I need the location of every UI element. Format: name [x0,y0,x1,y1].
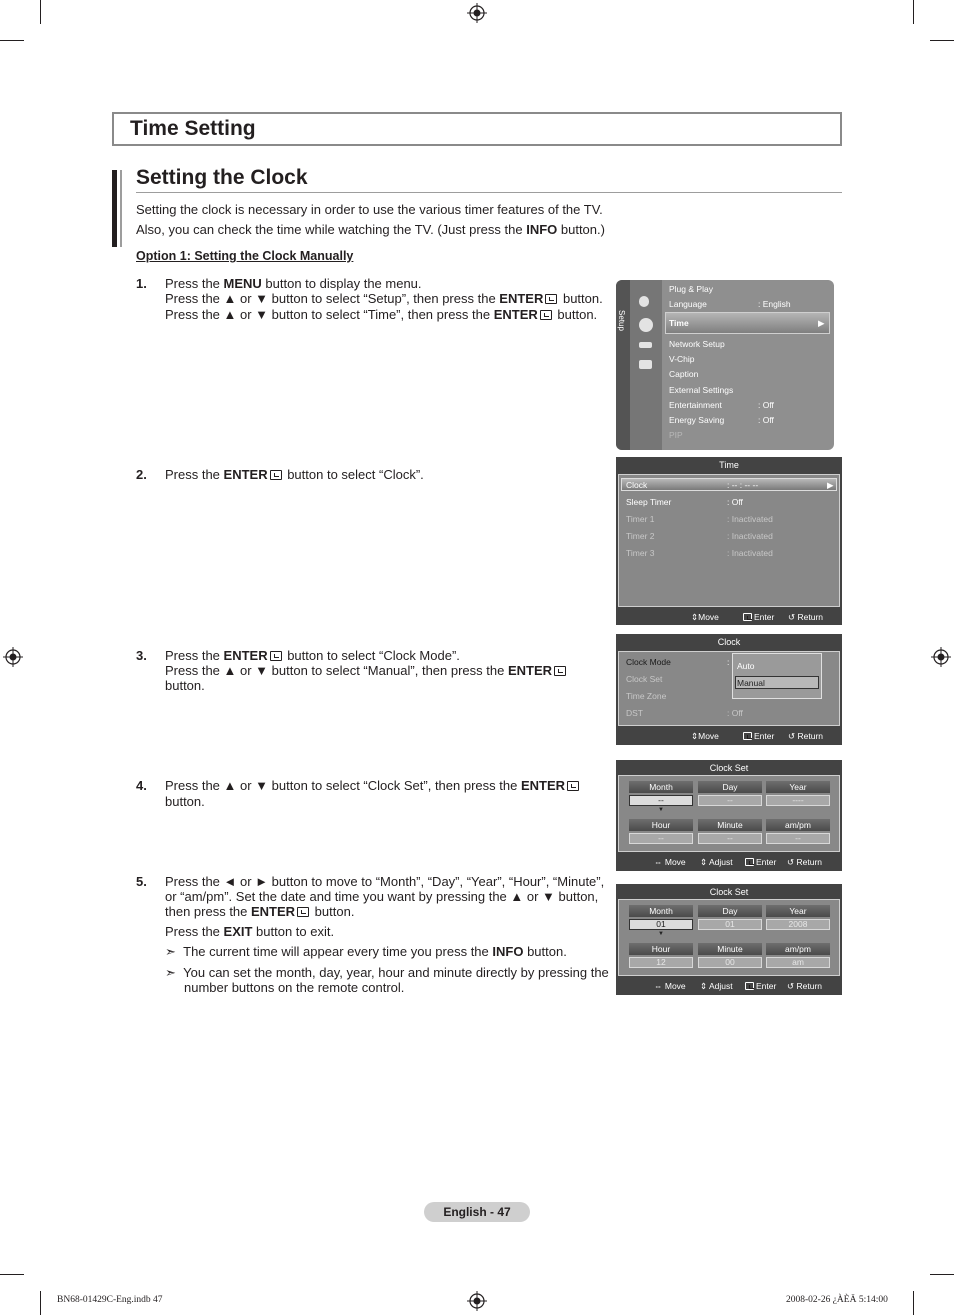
clock-menu-panel [616,634,842,745]
clock-row-clock-mode[interactable]: Clock Mode [626,657,671,667]
clock-set-month-field[interactable]: 01 [629,919,693,930]
subsection-bars [112,170,126,247]
clock-mode-option-auto[interactable]: Auto [737,661,755,671]
step-5-line-4: Press the EXIT button to exit. [165,924,335,939]
menu-item-pip: PIP [669,430,683,440]
chevron-down-icon: ▼ [658,931,664,937]
hint-adjust: ⇕ Adjust [700,981,733,991]
clock-set-head-year: Year [766,781,830,793]
clock-set-head-ampm: am/pm [766,819,830,831]
step-number: 2. [136,467,147,482]
enter-icon [270,651,282,661]
clock-set-hour-field[interactable]: 12 [629,957,693,968]
hint-return: ↺ Return [788,612,823,622]
move-updown-icon: ⇕ [691,731,699,741]
step-2-line-1: Press the ENTER button to select “Clock”. [165,467,424,482]
clock-row-time-zone[interactable]: Time Zone [626,691,667,701]
menu-item-network-setup[interactable]: Network Setup [669,339,725,349]
enter-icon [545,294,557,304]
registration-mark-icon [931,647,951,667]
adjust-updown-icon: ⇕ [700,981,710,991]
menu-value-language: : English [758,299,791,309]
time-menu-panel [616,457,842,625]
hint-enter: Enter [741,612,774,622]
intro-line-1: Setting the clock is necessary in order to use the various timer features of the TV. [136,202,603,217]
hint-move: ⇔ Move [654,857,686,867]
print-slug-date: 2008-02-26 ¿ÀÈÄ 5:14:00 [786,1295,888,1305]
menu-item-external-settings[interactable]: External Settings [669,385,734,395]
clock-set-panel-empty [616,760,842,871]
step-5-line-1: Press the ◄ or ► button to move to “Month”, “Day”, “Year”, “Hour”, “Minute”, [165,874,605,889]
clock-set-day-field[interactable]: -- [698,795,762,806]
return-icon: ↺ [787,981,797,991]
clock-row-dst[interactable]: DST [626,708,643,718]
hint-move: ⇕Move [691,731,719,741]
menu-item-plug-play[interactable]: Plug & Play [669,284,713,294]
clock-set-ampm-field[interactable]: am [766,957,830,968]
time-row-clock[interactable]: Clock [626,480,648,490]
clock-set-head-ampm: am/pm [766,943,830,955]
hint-return: ↺ Return [787,981,822,991]
step-1-line-1: Press the MENU button to display the menu. [165,276,422,291]
setup-category-icons [630,280,662,450]
step-5-line-3: then press the ENTER button. [165,904,355,919]
clock-set-ampm-field[interactable]: -- [766,833,830,844]
time-row-timer-3: Timer 3 [626,548,655,558]
clock-set-hour-field[interactable]: -- [629,833,693,844]
enter-icon [270,470,282,480]
clock-set-head-hour: Hour [629,819,693,831]
step-3-line-2: Press the ▲ or ▼ button to select “Manual”, then press the ENTER [165,663,568,678]
time-row-timer-2: Timer 2 [626,531,655,541]
crop-mark [913,1291,914,1315]
move-leftright-icon: ⇔ [654,981,665,991]
menu-item-v-chip[interactable]: V-Chip [669,354,695,364]
print-slug-file: BN68-01429C-Eng.indb 47 [57,1295,163,1305]
hint-enter: Enter [743,857,776,867]
clock-menu-title: Clock [717,637,741,647]
menu-item-entertainment[interactable]: Entertainment [669,400,722,410]
move-updown-icon: ⇕ [691,612,699,622]
crop-mark [40,1291,41,1315]
crop-mark [40,0,41,24]
crop-mark [930,1274,954,1275]
note-arrow-icon: ➣ [165,944,176,959]
clock-set-month-field[interactable]: -- [629,795,693,806]
clock-set-title: Clock Set [709,887,749,897]
step-number: 4. [136,778,147,793]
clock-set-year-field[interactable]: ---- [766,795,830,806]
clock-row-clock-set[interactable]: Clock Set [626,674,663,684]
clock-value-clock-mode: : [727,657,730,667]
enter-icon [540,310,552,320]
step-3-line-1: Press the ENTER button to select “Clock Mode”. [165,648,460,663]
clock-set-panel-filled [616,884,842,995]
registration-mark-icon [467,1291,487,1311]
enter-icon [554,666,566,676]
crop-mark [0,1274,24,1275]
hint-move: ⇕Move [691,612,719,622]
step-1-line-3: Press the ▲ or ▼ button to select “Time”, then press the ENTER button. [165,307,598,322]
time-value-clock: : -- : -- -- [727,480,759,490]
step-5-line-2: or “am/pm”. Set the date and time you want by pressing the ▲ or ▼ button, [165,889,599,904]
setup-gear-icon [639,318,653,332]
step-5-note-1: ➣ The current time will appear every time you press the INFO button. [165,944,567,959]
clock-set-year-field[interactable]: 2008 [766,919,830,930]
clock-set-day-field[interactable]: 01 [698,919,762,930]
time-value-timer-1: : Inactivated [727,514,773,524]
hint-move: ⇔ Move [654,981,686,991]
note-arrow-icon: ➣ [165,965,176,980]
registration-mark-icon [3,647,23,667]
hint-enter: Enter [741,731,774,741]
hint-return: ↺ Return [787,857,822,867]
step-5-note-2: ➣ You can set the month, day, year, hour and minute directly by pressing the [165,965,609,980]
step-4-line-2: button. [165,794,205,809]
time-row-timer-1: Timer 1 [626,514,655,524]
clock-set-head-hour: Hour [629,943,693,955]
crop-mark [0,40,24,41]
clock-set-head-minute: Minute [698,943,762,955]
menu-item-caption[interactable]: Caption [669,369,699,379]
adjust-updown-icon: ⇕ [700,857,710,867]
menu-arrow-right-icon: ▶ [827,480,834,490]
clock-mode-option-manual[interactable]: Manual [737,678,765,688]
clock-set-head-year: Year [766,905,830,917]
setup-menu-panel [616,280,834,450]
chevron-down-icon: ▼ [658,807,664,813]
clock-set-head-day: Day [698,781,762,793]
setup-time-highlight [665,312,830,334]
menu-arrow-right-icon: ▶ [818,318,825,328]
time-value-sleep-timer: : Off [727,497,743,507]
enter-icon [743,613,752,621]
clock-set-minute-field[interactable]: -- [698,833,762,844]
time-menu-title: Time [719,460,739,470]
clock-set-head-day: Day [698,905,762,917]
clock-set-head-minute: Minute [698,819,762,831]
time-row-sleep-timer[interactable]: Sleep Timer [626,497,672,507]
subsection-rule [136,192,842,193]
step-3-line-3: button. [165,678,205,693]
step-number: 3. [136,648,147,663]
step-number: 1. [136,276,147,291]
application-icon [639,360,652,369]
menu-item-language[interactable]: Language [669,299,707,309]
intro-line-2: Also, you can check the time while watching the TV. (Just press the INFO button.) [136,222,605,237]
page-number-badge: English - 47 [424,1202,530,1222]
step-1-line-2: Press the ▲ or ▼ button to select “Setup”, then press the ENTER button. [165,291,603,306]
time-value-timer-2: : Inactivated [727,531,773,541]
clock-set-head-month: Month [629,781,693,793]
input-icon [639,342,652,348]
hint-return: ↺ Return [788,731,823,741]
hint-enter: Enter [743,981,776,991]
clock-set-title: Clock Set [709,763,749,773]
hint-adjust: ⇕ Adjust [700,857,733,867]
crop-mark [930,40,954,41]
registration-mark-icon [467,3,487,23]
option-title: Option 1: Setting the Clock Manually [136,249,354,263]
enter-icon [745,982,754,990]
section-title: Time Setting [130,117,256,140]
crop-mark [913,0,914,24]
menu-item-energy-saving[interactable]: Energy Saving [669,415,725,425]
picture-icon [639,296,649,307]
enter-icon [567,781,579,791]
clock-mode-dropdown[interactable] [732,653,822,699]
clock-value-dst: : Off [727,708,743,718]
return-icon: ↺ [788,612,798,622]
step-number: 5. [136,874,147,889]
subsection-title: Setting the Clock [136,166,308,189]
step-5-note-2-cont: number buttons on the remote control. [184,980,405,995]
enter-icon [745,858,754,866]
step-4-line-1: Press the ▲ or ▼ button to select “Clock Set”, then press the ENTER [165,778,581,793]
menu-item-time[interactable]: Time [669,318,689,328]
clock-set-minute-field[interactable]: 00 [698,957,762,968]
menu-value-energy-saving: : Off [758,415,774,425]
enter-icon [297,907,309,917]
return-icon: ↺ [787,857,797,867]
clock-set-head-month: Month [629,905,693,917]
section-header [112,112,842,146]
move-leftright-icon: ⇔ [654,857,665,867]
enter-icon [743,732,752,740]
setup-side-label: Setup [617,310,626,331]
menu-value-entertainment: : Off [758,400,774,410]
time-value-timer-3: : Inactivated [727,548,773,558]
return-icon: ↺ [788,731,798,741]
